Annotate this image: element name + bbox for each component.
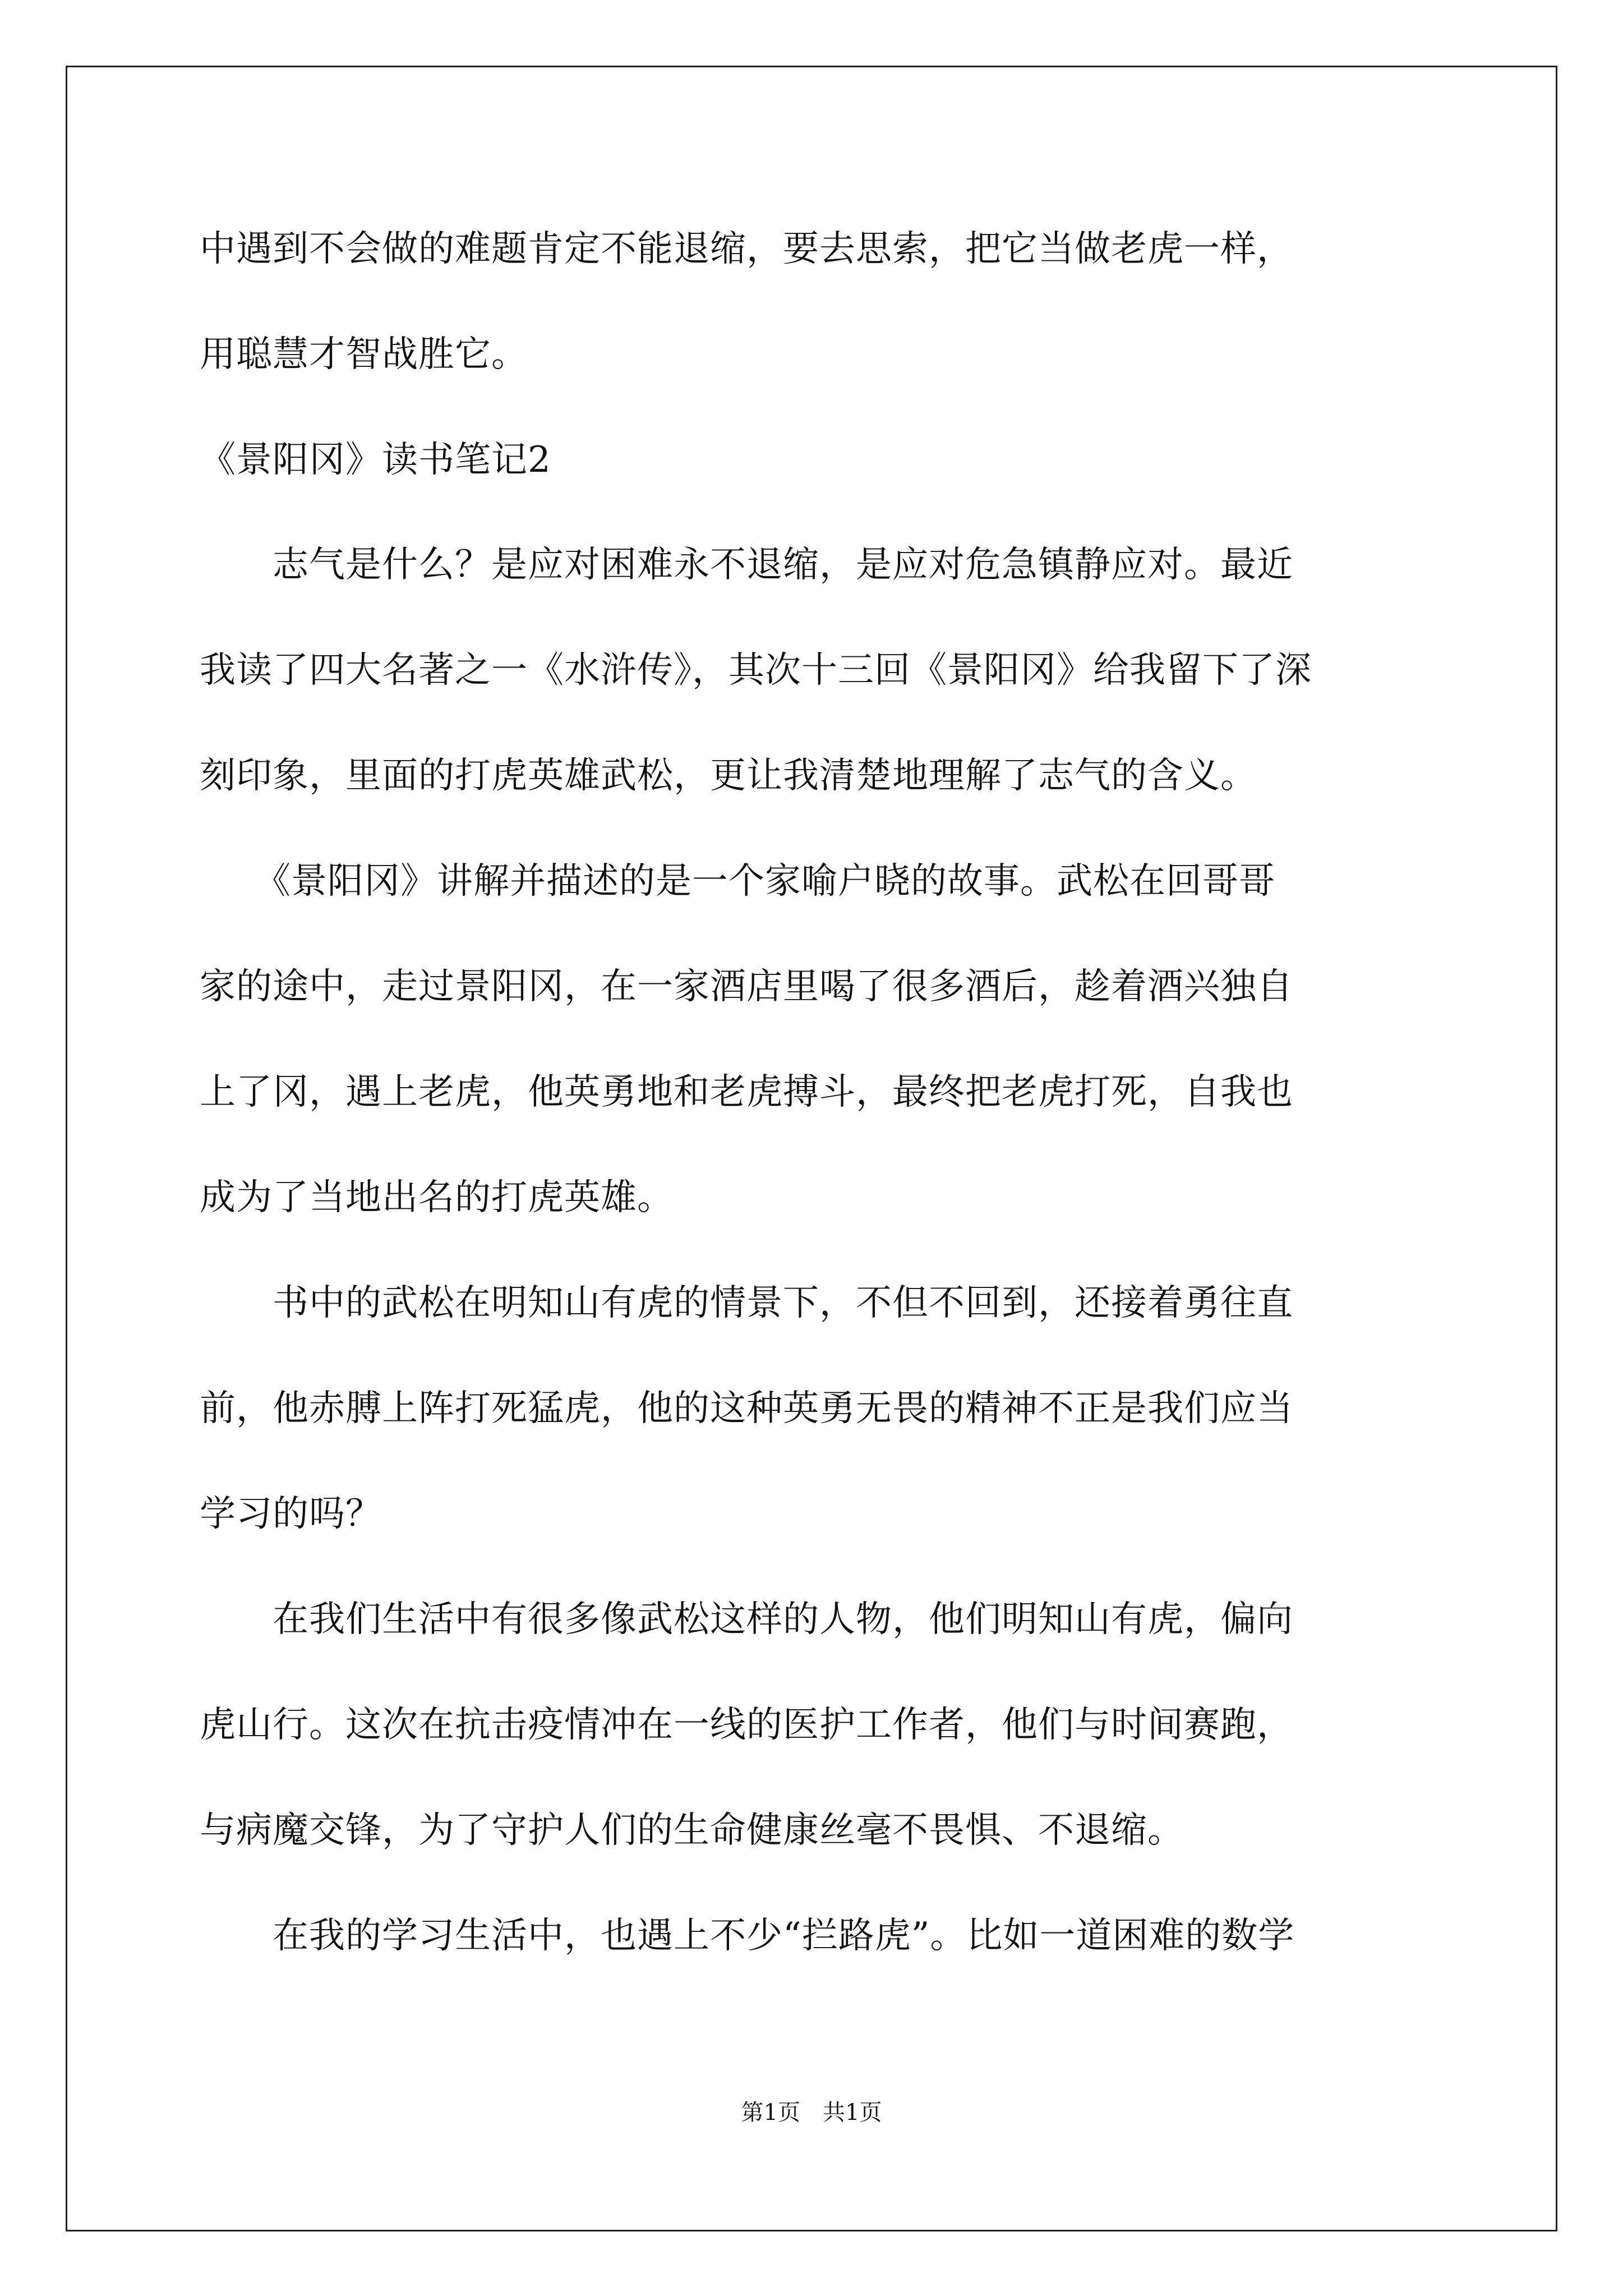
body-line: 前，他赤膊上阵打死猛虎，他的这种英勇无畏的精神不正是我们应当 xyxy=(200,1388,1293,1429)
body-line: 虎山行。这次在抗击疫情冲在一线的医护工作者，他们与时间赛跑， xyxy=(200,1704,1293,1746)
body-line: 上了冈，遇上老虎，他英勇地和老虎搏斗，最终把老虎打死，自我也 xyxy=(200,1071,1293,1113)
page-footer xyxy=(0,2101,1623,2124)
body-line: 我读了四大名著之一《水浒传》，其次十三回《景阳冈》给我留下了深 xyxy=(200,650,1312,691)
body-line: 家的途中，走过景阳冈，在一家酒店里喝了很多酒后，趁着酒兴独自 xyxy=(200,966,1293,1007)
page-total: 共1页 xyxy=(823,2100,882,2125)
body-line: 在我的学习生活中，也遇上不少“拦路虎”。比如一道困难的数学 xyxy=(200,1915,1295,1957)
body-line: 学习的吗？ xyxy=(200,1493,382,1535)
body-line: 成为了当地出名的打虎英雄。 xyxy=(200,1177,674,1218)
page-border xyxy=(66,66,1557,2231)
body-line: 与病魔交锋，为了守护人们的生命健康丝毫不畏惧、不退缩。 xyxy=(200,1810,1184,1851)
body-line: 用聪慧才智战胜它。 xyxy=(200,334,528,375)
body-line: 书中的武松在明知山有虎的情景下，不但不回到，还接着勇往直 xyxy=(200,1282,1293,1324)
body-line: 刻印象，里面的打虎英雄武松，更让我清楚地理解了志气的含义。 xyxy=(200,755,1257,797)
body-line: 志气是什么？是应对困难永不退缩，是应对危急镇静应对。最近 xyxy=(200,544,1293,586)
body-line: 在我们生活中有很多像武松这样的人物，他们明知山有虎，偏向 xyxy=(200,1599,1293,1640)
section-heading: 《景阳冈》读书笔记2 xyxy=(200,439,551,481)
page-number: 第1页 xyxy=(741,2100,800,2125)
body-line: 中遇到不会做的难题肯定不能退缩，要去思索，把它当做老虎一样， xyxy=(200,228,1293,270)
body-line: 《景阳冈》讲解并描述的是一个家喻户晓的故事。武松在回哥哥 xyxy=(200,861,1275,902)
